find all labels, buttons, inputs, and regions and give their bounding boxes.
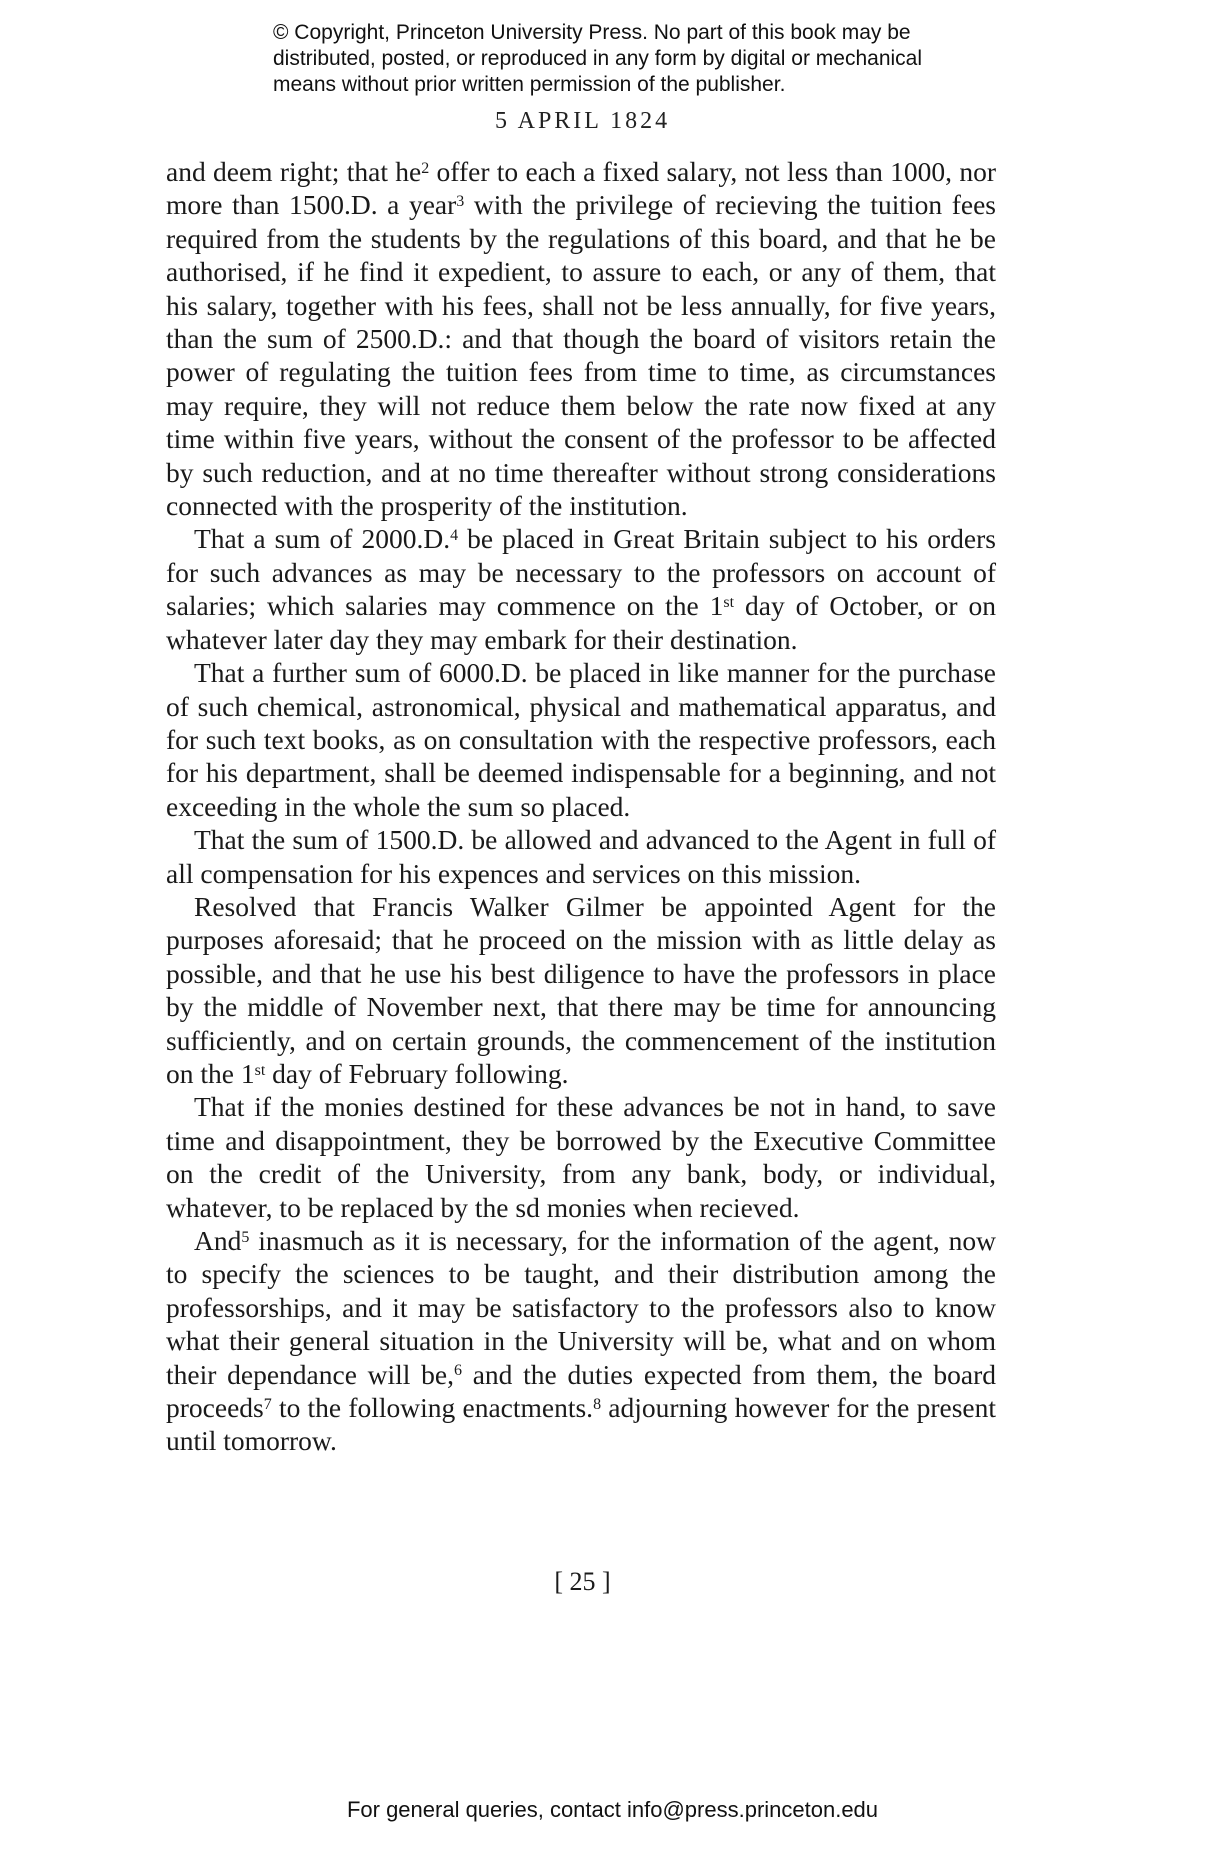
copyright-line: distributed, posted, or reproduced in any form by digital or mechanical <box>273 47 923 70</box>
text-run: day of February following. <box>265 1057 569 1089</box>
ordinal-suffix: st <box>723 594 735 612</box>
footnote-marker: 8 <box>593 1395 602 1413</box>
text-run: be placed in Great Britain subject to his orders for such advances as may be necessary to the professors on account of salaries; which salaries may commence on the 1 <box>166 523 996 622</box>
paragraph <box>166 656 996 823</box>
text-run: That a sum of 2000.D. <box>194 523 451 555</box>
footnote-marker: 2 <box>421 159 430 177</box>
copyright-line: © Copyright, Princeton University Press. No part of this book may be <box>273 21 911 44</box>
text-run: to the following enactments. <box>271 1392 594 1424</box>
paragraph <box>166 522 996 656</box>
copyright-line: means without prior written permission of the publisher. <box>273 73 786 96</box>
text-run: Resolved that Francis Walker Gilmer be appointed Agent for the purposes aforesaid; that he proceed on the mission with as little delay as possible, and that he use his best diligence to have the professors in place by the middle of November next, that there may be time for announcing sufficiently, and on certain grounds, the commencement of the institution on the 1 <box>166 890 996 1089</box>
text-run: adjourning however for the present until tomorrow. <box>166 1392 996 1457</box>
ordinal-suffix: st <box>254 1061 266 1079</box>
paragraph <box>166 1090 996 1224</box>
text-run: and deem right; that he <box>166 156 422 187</box>
text-run: with the privilege of recieving the tuition fees required from the students by the regulations of this board, and that he be authorised, if he find it expedient, to assure to each, or any of them, that his salary, together with his fees, shall not be less annually, for five years, than the sum of 2500.D.: and that though the board of visitors retain the power of regulating the tuition fees from time to time, as circumstances may require, they will not reduce them below the rate now fixed at any time within five years, without the consent of the professor to be affected by such reduction, and at no time thereafter without strong considerations connected with the prosperity of the institution. <box>166 189 996 522</box>
paragraph <box>166 823 996 890</box>
page-number: [ 25 ] <box>554 1567 611 1596</box>
copyright-notice <box>273 20 993 98</box>
footnote-marker: 7 <box>263 1395 272 1413</box>
paragraph <box>166 155 996 522</box>
running-head: 5 APRIL 1824 <box>494 108 671 134</box>
text-run: day of October, or on whatever later day they may embark for their destination. <box>166 590 996 655</box>
body-text <box>166 155 996 1458</box>
footnote-marker: 4 <box>450 527 459 545</box>
text-run: inasmuch as it is necessary, for the information of the agent, now to specify the sciences to be taught, and their distribution among the professorships, and it may be satisfactory to the professors also to know what their general situation in the University will be, what and on whom their dependance will be, <box>166 1225 996 1390</box>
contact-footer: For general queries, contact info@press.princeton.edu <box>346 1797 879 1822</box>
footnote-marker: 5 <box>241 1228 250 1246</box>
text-run: offer to each a fixed salary, not less than 1000, nor more than 1500.D. a year <box>166 156 997 221</box>
footnote-marker: 6 <box>453 1362 462 1380</box>
text-run: That if the monies destined for these advances be not in hand, to save time and disappointment, they be borrowed by the Executive Committee on the credit of the University, from any bank, body, or individual, whatever, to be replaced by the sd monies when recieved. <box>166 1091 996 1223</box>
paragraph <box>166 890 996 1090</box>
text-run: and the duties expected from them, the board proceeds <box>166 1358 996 1424</box>
text-run: And <box>194 1225 242 1256</box>
paragraph <box>166 1224 996 1458</box>
text-run: That the sum of 1500.D. be allowed and advanced to the Agent in full of all compensation for his expences and services on this mission. <box>166 824 996 889</box>
text-run: That a further sum of 6000.D. be placed in like manner for the purchase of such chemical, astronomical, physical and mathematical apparatus, and for such text books, as on consultation with the respective professors, each for his department, shall be deemed indispensable for a beginning, and not exceeding in the whole the sum so placed. <box>166 657 996 822</box>
footnote-marker: 3 <box>456 193 465 211</box>
